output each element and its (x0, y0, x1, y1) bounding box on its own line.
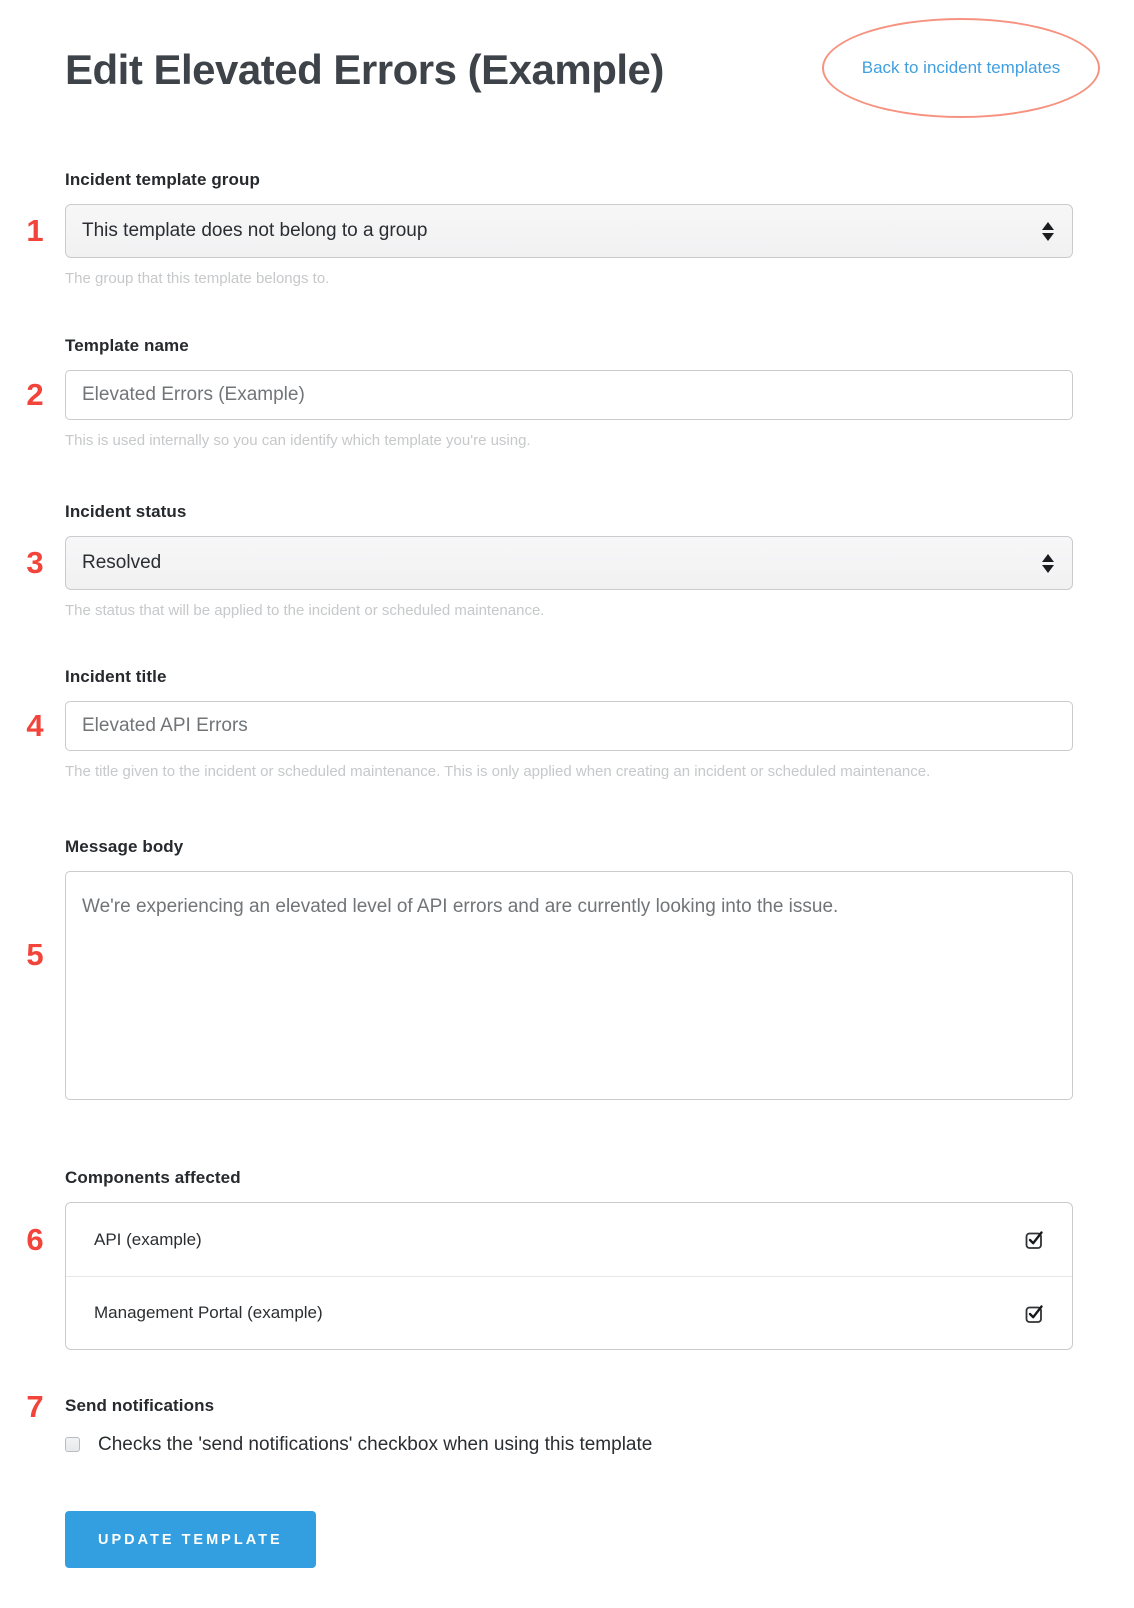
select-stepper-icon (1042, 554, 1054, 573)
select-stepper-icon (1042, 222, 1054, 241)
template-name-label: Template name (65, 336, 189, 355)
incident-template-group-label: Incident template group (65, 170, 260, 189)
annotation-number-4: 4 (26, 708, 44, 743)
incident-status-selected-value: Resolved (82, 552, 162, 573)
template-name-help: This is used internally so you can identify which template you're using. (65, 432, 531, 449)
incident-title-field (65, 667, 1073, 781)
send-notifications-label: Send notifications (65, 1396, 215, 1415)
message-body-label: Message body (65, 837, 184, 856)
send-notifications-field (65, 1396, 1073, 1456)
incident-template-group-selected-value: This template does not belong to a group (82, 220, 428, 241)
component-name: Management Portal (example) (94, 1303, 323, 1322)
send-notifications-checkbox-label: Checks the 'send notifications' checkbox when using this template (98, 1434, 653, 1455)
component-row-api (66, 1203, 1072, 1276)
update-template-button[interactable]: UPDATE TEMPLATE (65, 1511, 316, 1568)
page-header (65, 45, 1073, 95)
incident-status-label: Incident status (65, 502, 187, 521)
incident-title-help: The title given to the incident or scheduled maintenance. This is only applied when creating an incident or scheduled maintenance. (65, 763, 931, 780)
message-body-textarea[interactable] (65, 871, 1073, 1100)
page-title: Edit Elevated Errors (Example) (65, 46, 664, 93)
back-link-area (822, 18, 1100, 118)
checked-checkbox-icon[interactable] (1025, 1303, 1046, 1324)
component-row-management-portal (66, 1276, 1072, 1349)
incident-template-group-help: The group that this template belongs to. (65, 270, 330, 287)
unchecked-checkbox-icon[interactable] (65, 1437, 80, 1452)
template-name-field (65, 336, 1073, 450)
annotation-number-7: 7 (26, 1389, 44, 1424)
checked-checkbox-icon[interactable] (1025, 1229, 1046, 1250)
back-to-incident-templates-link[interactable]: Back to incident templates (861, 58, 1061, 77)
annotation-number-6: 6 (26, 1222, 44, 1257)
annotation-number-1: 1 (26, 213, 44, 248)
chevron-up-icon (1042, 222, 1054, 230)
chevron-up-icon (1042, 554, 1054, 562)
message-body-field (65, 837, 1073, 1105)
incident-title-label: Incident title (65, 667, 167, 686)
incident-status-field (65, 502, 1073, 620)
components-list (65, 1202, 1073, 1350)
incident-status-help: The status that will be applied to the incident or scheduled maintenance. (65, 602, 545, 619)
chevron-down-icon (1042, 565, 1054, 573)
incident-status-select[interactable] (65, 536, 1073, 590)
incident-title-input[interactable] (65, 701, 1073, 751)
components-affected-field (65, 1168, 1073, 1350)
template-name-input[interactable] (65, 370, 1073, 420)
annotation-number-5: 5 (26, 937, 44, 972)
incident-template-group-field (65, 170, 1073, 288)
incident-template-group-select[interactable] (65, 204, 1073, 258)
annotation-number-2: 2 (26, 377, 44, 412)
send-notifications-checkbox-row (65, 1434, 1073, 1456)
component-name: API (example) (94, 1229, 202, 1249)
chevron-down-icon (1042, 233, 1054, 241)
components-affected-label: Components affected (65, 1168, 241, 1187)
annotation-number-3: 3 (26, 545, 44, 580)
